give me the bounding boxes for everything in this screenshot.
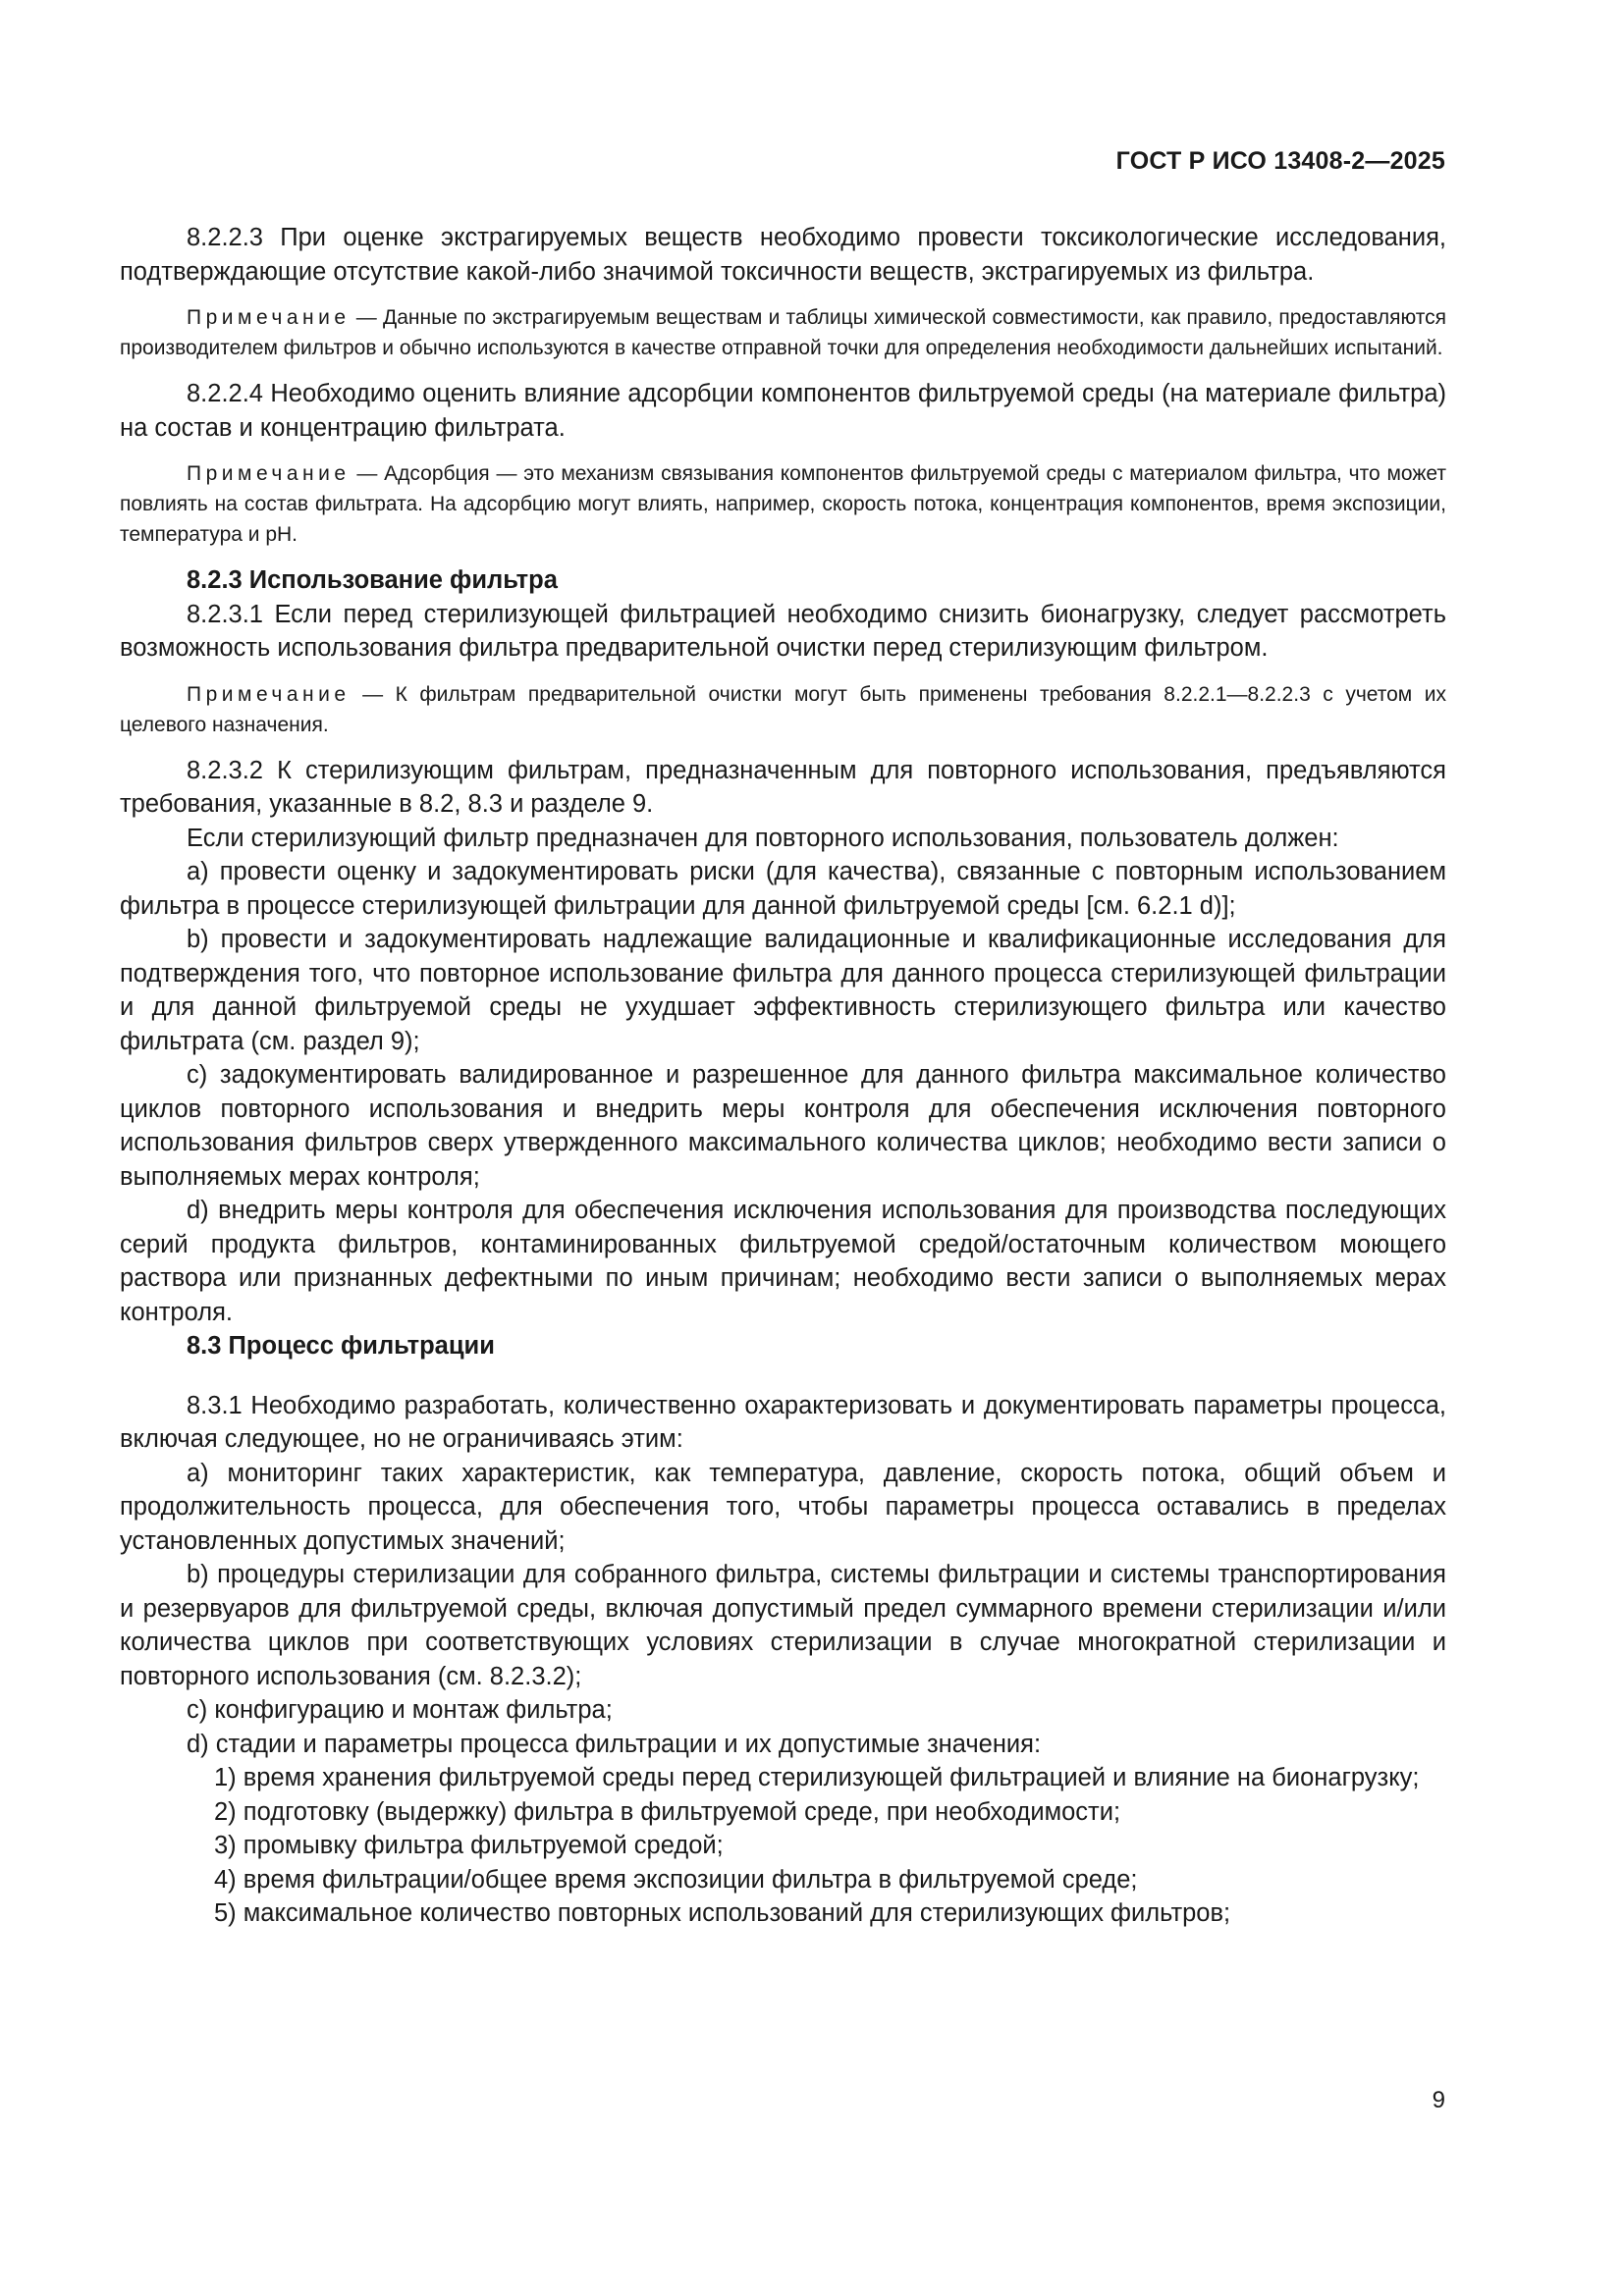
note-3-text: — К фильтрам предварительной очистки могут быть применены требования 8.2.2.1—8.2.2.3 с учетом их целевого назначения. (120, 682, 1446, 736)
note-2-text: — Адсорбция — это механизм связывания компонентов фильтруемой среды с материалом фильтра, что может повлиять на состав фильтрата. На адсорбцию могут влиять, например, скорость потока, концентрация компонентов, время экспозиции, температура и pH. (120, 462, 1446, 546)
document-body (120, 221, 1446, 1931)
list-item-reuse-c: c) задокументировать валидированное и разрешенное для данного фильтра максимальное количество циклов повторного использования и внедрить меры контроля для обеспечения исключения повторного использования фильтров сверх утвержденного максимального количества циклов; необходимо вести записи о выполняемых мерах контроля; (120, 1061, 1446, 1191)
note-1-text: — Данные по экстрагируемым веществам и таблицы химической совместимости, как правило, предоставляются производителем фильтров и обычно используются в качестве отправной точки для определения необходимости дальнейших испытаний. (120, 306, 1446, 359)
note-label: Примечание (187, 462, 351, 485)
list-item-reuse-b: b) провести и задокументировать надлежащие валидационные и квалификационные исследования для подтверждения того, что повторное использование фильтра для данного процесса стерилизующей фильтрации и для данной фильтруемой среды не ухудшает эффективность стерилизующего фильтра или качество фильтрата (см. раздел 9); (120, 926, 1446, 1055)
heading-8-3: 8.3 Процесс фильтрации (187, 1332, 495, 1360)
page-number: 9 (1432, 2087, 1445, 2113)
list-item-proc-d3: 3) промывку фильтра фильтруемой средой; (214, 1832, 724, 1859)
note-2 (120, 458, 1446, 550)
list-item-proc-d2: 2) подготовку (выдержку) фильтра в фильтруемой среде, при необходимости; (214, 1797, 1121, 1826)
list-item-proc-d5: 5) максимальное количество повторных использований для стерилизующих фильтров; (214, 1899, 1231, 1927)
note-label: Примечание (187, 306, 351, 329)
note-3 (120, 679, 1446, 740)
list-item-reuse-a: a) провести оценку и задокументировать риски (для качества), связанные с повторным использованием фильтра в процессе стерилизующей фильтрации для данной фильтруемой среды [см. 6.2.1 d)]; (120, 858, 1446, 920)
paragraph-8-3-1: 8.3.1 Необходимо разработать, количественно охарактеризовать и документировать параметры процесса, включая следующее, но не ограничиваясь этим: (120, 1391, 1446, 1453)
paragraph-reuse-intro: Если стерилизующий фильтр предназначен для повторного использования, пользователь должен: (187, 824, 1339, 852)
document-header: ГОСТ Р ИСО 13408-2—2025 (1115, 147, 1445, 175)
list-item-proc-a: a) мониторинг таких характеристик, как температура, давление, скорость потока, общий объем и продолжительность процесса, для обеспечения того, чтобы параметры процесса оставались в пределах установленных допустимых значений; (120, 1459, 1446, 1555)
paragraph-8-2-3-2: 8.2.3.2 К стерилизующим фильтрам, предназначенным для повторного использования, предъявляются требования, указанные в 8.2, 8.3 и разделе 9. (120, 756, 1446, 818)
list-item-proc-d4: 4) время фильтрации/общее время экспозиции фильтра в фильтруемой среде; (214, 1865, 1138, 1894)
list-item-proc-b: b) процедуры стерилизации для собранного фильтра, системы фильтрации и системы транспортирования и резервуаров для фильтруемой среды, включая допустимый предел суммарного времени стерилизации и/или количества циклов при соответствующих условиях стерилизации в случае многократной стерилизации и повторного использования (см. 8.2.3.2); (120, 1561, 1446, 1690)
heading-8-2-3: 8.2.3 Использование фильтра (187, 566, 558, 594)
list-item-proc-d: d) стадии и параметры процесса фильтрации и их допустимые значения: (187, 1730, 1042, 1758)
paragraph-8-2-3-1: 8.2.3.1 Если перед стерилизующей фильтрацией необходимо снизить бионагрузку, следует рассмотреть возможность использования фильтра предварительной очистки перед стерилизующим фильтром. (120, 600, 1446, 662)
paragraph-8-2-2-4: 8.2.2.4 Необходимо оценить влияние адсорбции компонентов фильтруемой среды (на материале фильтра) на состав и концентрацию фильтрата. (120, 380, 1446, 442)
note-1 (120, 302, 1446, 363)
note-label: Примечание (187, 682, 351, 706)
list-item-proc-d1: 1) время хранения фильтруемой среды перед стерилизующей фильтрацией и влияние на бионагрузку; (214, 1764, 1420, 1791)
paragraph-8-2-2-3: 8.2.2.3 При оценке экстрагируемых веществ необходимо провести токсикологические исследования, подтверждающие отсутствие какой-либо значимой токсичности веществ, экстрагируемых из фильтра. (120, 224, 1446, 286)
list-item-proc-c: c) конфигурацию и монтаж фильтра; (187, 1696, 613, 1724)
list-item-reuse-d: d) внедрить меры контроля для обеспечения исключения использования для производства последующих серий продукта фильтров, контаминированных фильтруемой средой/остаточным количеством моющего раствора или признанных дефектными по иным причинам; необходимо вести записи о выполняемых мерах контроля. (120, 1197, 1446, 1326)
